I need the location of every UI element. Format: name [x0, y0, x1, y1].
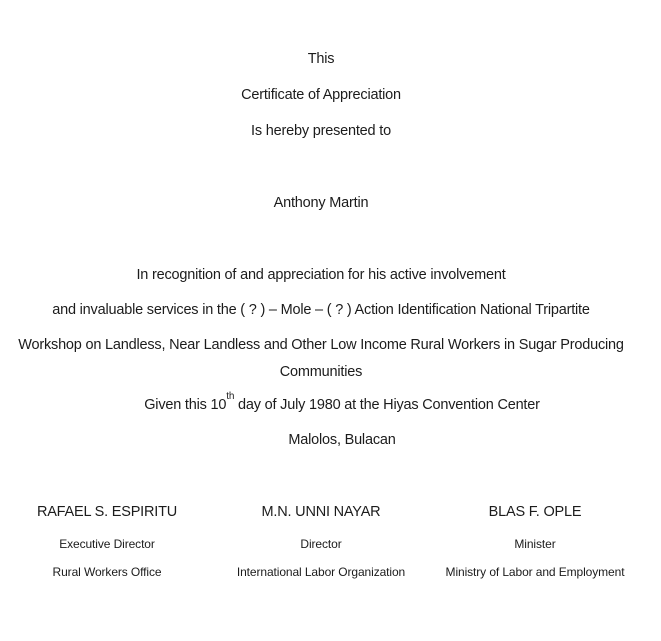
- certificate-title: Certificate of Appreciation: [241, 87, 401, 103]
- date-ordinal-suffix: th: [226, 391, 235, 403]
- signatory-title: Minister: [514, 537, 556, 551]
- certificate-intro-line: This: [307, 51, 335, 67]
- signatory-column-3: [428, 502, 642, 580]
- signatory-organization: Ministry of Labor and Employment: [445, 565, 625, 579]
- signatory-organization: International Labor Organization: [236, 565, 406, 579]
- signatory-title: Director: [300, 537, 342, 551]
- date-line-suffix: day of July 1980 at the Hiyas Convention Center: [234, 397, 540, 413]
- signature-block: [0, 502, 642, 580]
- recognition-line-2: and invaluable services in the ( ? ) – Mole – ( ? ) Action Identification National Tripartite: [52, 302, 590, 318]
- signatory-title: Executive Director: [59, 537, 155, 551]
- recipient-name: Anthony Martin: [273, 195, 369, 211]
- signatory-column-2: [214, 502, 428, 580]
- date-line-prefix: Given this 10: [144, 397, 227, 413]
- presented-to-line: Is hereby presented to: [251, 123, 391, 139]
- location-line: Malolos, Bulacan: [288, 432, 396, 448]
- signatory-column-1: [0, 502, 214, 580]
- date-line: [21, 391, 661, 416]
- signatory-name: BLAS F. OPLE: [488, 504, 582, 520]
- recognition-line-3: Workshop on Landless, Near Landless and Other Low Income Rural Workers in Sugar Producing: [18, 337, 624, 353]
- signatory-name: M.N. UNNI NAYAR: [261, 504, 381, 520]
- signatory-organization: Rural Workers Office: [52, 565, 162, 579]
- recognition-line-4: Communities: [279, 364, 363, 380]
- signatory-name: RAFAEL S. ESPIRITU: [36, 504, 178, 520]
- recognition-line-1: In recognition of and appreciation for his active involvement: [136, 267, 506, 283]
